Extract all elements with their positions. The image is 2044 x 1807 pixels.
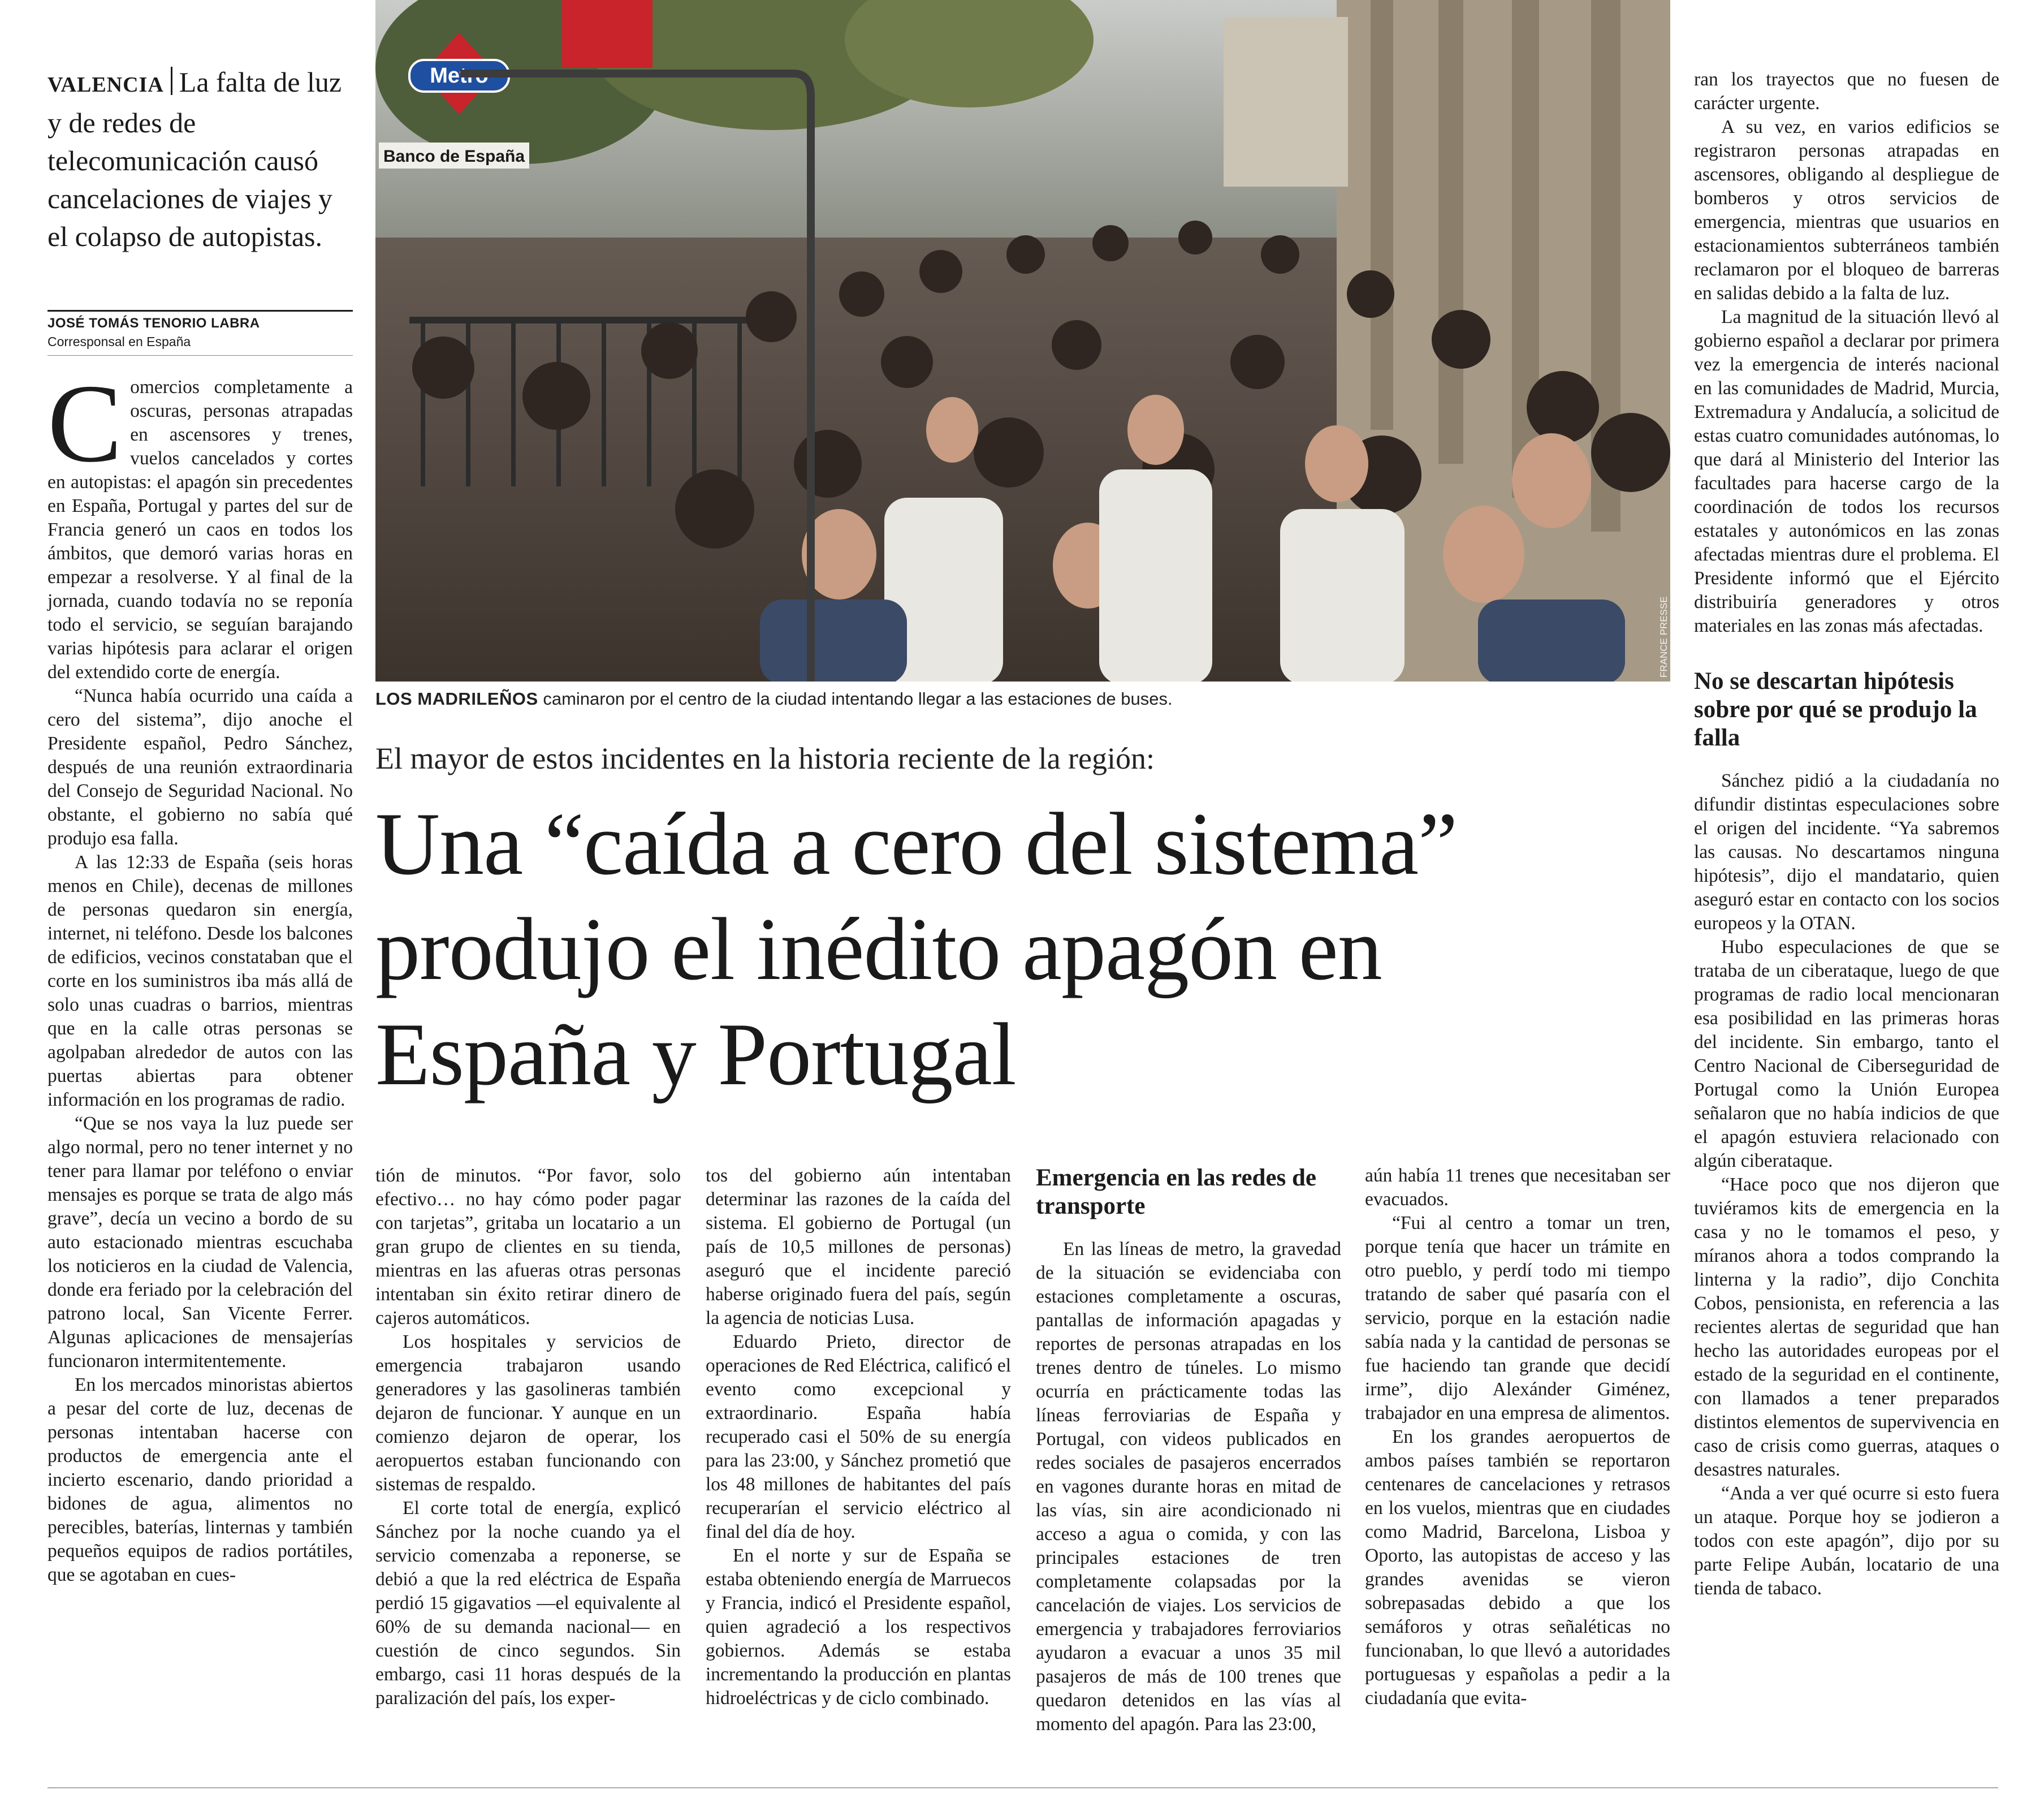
- paragraph: “Fui al centro a tomar un tren, porque tenía que hacer un trámite en otro pueblo, y perdí todo mi tiempo tratando de saber qué pasaría con el servicio, porque en la estación nadie sabía nada y la cantidad de personas se fue haciendo tan grande que decidí irme”, dijo Alexánder Giménez, trabajador en una empresa de alimentos.: [1365, 1213, 1670, 1424]
- headline-line-1: Una “caída a cero del sistema”: [375, 795, 1458, 894]
- author-name: JOSÉ TOMÁS TENORIO LABRA: [47, 316, 260, 331]
- paragraph: “Anda a ver qué ocurre si esto fuera un ataque. Porque hoy se jodieron a todos con este apagón”, dijo por su parte Felipe Aubán, locatario de una tienda de tabaco.: [1694, 1483, 1999, 1599]
- paragraph: “Hace poco que nos dijeron que tuviéramos kits de emergencia en la casa y no le tomamos el peso, y míranos ahora a todos comprando la linterna y la radio”, dijo Conchita Cobos, pensionista, en referencia a las recientes alertas de seguridad que han hecho las autoridades europeas por el estado de la seguridad en el continente, con llamados a tener preparados distintos elementos de supervivencia en caso de crisis como guerras, ataques o desastres naturales.: [1694, 1174, 1999, 1480]
- paragraph: Hubo especulaciones de que se trataba de un ciberataque, luego de que programas de radio local mencionaran esa posibilidad en las primeras horas del incidente. Sin embargo, tanto el Centro Nacional de Ciberseguridad de Portugal como la Unión Europea señalaron que no había indicios de que el apagón estuviera relacionado con algún ciberataque.: [1694, 937, 1999, 1171]
- paragraph: Eduardo Prieto, director de operaciones de Red Eléctrica, calificó el evento como excepcional y extraordinario. España había recuperado casi el 50% de su energía para las 23:00, y Sánchez prometió que los 48 millones de habitantes del país recuperarían el servicio eléctrico al final del día de hoy.: [706, 1331, 1011, 1542]
- paragraph: En las líneas de metro, la gravedad de la situación se evidenciaba con estaciones completamente a oscuras, pantallas de información apagadas y reportes de personas atrapadas en los trenes dentro de túneles. Lo mismo ocurría en prácticamente todas las líneas ferroviarias de España y Portugal, con videos publicados en redes sociales de pasajeros encerrados en vagones durante horas en mitad de las vías, sin aire acondicionado ni acceso a agua o comida, y con las principales estaciones de tren completamente colapsadas por la cancelación de viajes. Los servicios de emergencia y trabajadores ferroviarios ayudaron a evacuar a unos 35 mil pasajeros de más de 100 trenes que quedaron detenidos en las vías al momento del apagón. Para las 23:00,: [1036, 1239, 1341, 1735]
- paragraph: aún había 11 trenes que necesitaban ser evacuados.: [1365, 1165, 1670, 1210]
- lead-summary: La falta de luz y de redes de telecomunicación causó cancelaciones de viajes y el colapso de autopistas.: [47, 66, 342, 252]
- paragraph: La magnitud de la situación llevó al gobierno español a declarar por primera vez la emergencia de interés nacional en las comunidades de Madrid, Murcia, Extremadura y Andalucía, a solicitud de estas cuatro comunidades autónomas, lo que dará al Ministerio del Interior las facultades para hacerse cargo de la coordinación de todos los recursos estatales y autonómicos en las zonas afectadas mientras dure el problema. El Presidente informó que el Ejército distribuiría generadores y otros materiales en las zonas más afectadas.: [1694, 307, 1999, 636]
- headline-line-3: España y Portugal: [375, 1005, 1016, 1104]
- byline-top-rule: [47, 310, 353, 312]
- kicker: El mayor de estos incidentes en la historia reciente de la región:: [375, 741, 1155, 775]
- svg-text:FRANCE PRESSE: FRANCE PRESSE: [1658, 596, 1669, 678]
- headline: [375, 792, 1676, 1107]
- body-column-1: [47, 361, 353, 1587]
- paragraph: A las 12:33 de España (seis horas menos en Chile), decenas de millones de personas quedaron sin energía, internet, ni teléfono. Desde los balcones de edificios, vecinos constataban que el corte en los suministros iba más allá de solo unas cuadras o barrios, mientras que en la calle otras personas se agolpaban alrededor de autos con las puertas abiertas para obtener información en los programas de radio.: [47, 852, 353, 1110]
- section-subhead: No se descartan hipótesis sobre por qué se produjo la falla: [1694, 668, 1977, 751]
- byline: [47, 314, 353, 351]
- page-bottom-rule: [47, 1787, 1998, 1788]
- crowd-illustration: [375, 0, 1670, 682]
- paragraph: A su vez, en varios edificios se registraron personas atrapadas en ascensores, obligando al despliegue de bomberos y otros servicios de emergencia, mientras que usuarios en estacionamientos subterráneos también reclamaron por el bloqueo de barreras en salidas debido a la falta de luz.: [1694, 117, 1999, 304]
- paragraph: tos del gobierno aún intentaban determinar las razones de la caída del sistema. El gobierno de Portugal (un país de 10,5 millones de personas) aseguró que el incidente pareció haberse originado fuera del país, según la agencia de noticias Lusa.: [706, 1165, 1011, 1329]
- article-lead: [47, 63, 353, 256]
- author-role: Corresponsal en España: [47, 334, 191, 349]
- paragraph: El corte total de energía, explicó Sánchez por la noche cuando ya el servicio comenzaba a reponerse, se debió a que la red eléctrica de España perdió 15 gigavatios —el equivalente al 60% de su demanda nacional— en cuestión de cinco segundos. Sin embargo, casi 11 horas después de la paralización del país, los exper-: [375, 1498, 681, 1709]
- body-column-2: [375, 1164, 681, 1710]
- paragraph: En el norte y sur de España se estaba obteniendo energía de Marruecos y Francia, indicó el Presidente español, quien agradeció a los respectivos gobiernos. Además se estaba incrementando la producción en plantas hidroeléctricas y de ciclo combinado.: [706, 1545, 1011, 1709]
- body-column-3: [706, 1164, 1011, 1710]
- body-column-5: [1365, 1164, 1670, 1710]
- station-sign-text: Banco de España: [383, 147, 525, 166]
- paragraph: Sánchez pidió a la ciudadanía no difundir distintas especulaciones sobre el origen del incidente. “Ya sabremos las causas. No descartamos ninguna hipótesis”, dijo el mandatario, quien aseguró estar en contacto con los socios europeos y la OTAN.: [1694, 770, 1999, 934]
- paragraph: “Que se nos vaya la luz puede ser algo normal, pero no tener internet y no tener para llamar por teléfono o enviar mensajes es porque se trata de algo más grave”, decía un vecino a bordo de su auto estacionado mientras escuchaba los noticieros en la ciudad de Valencia, donde era feriado por la celebración del patrono local, San Vicente Ferrer. Algunas aplicaciones de mensajerías funcionaron intermitentemente.: [47, 1113, 353, 1372]
- byline-bottom-rule: [47, 355, 353, 356]
- dropcap: C: [47, 361, 123, 485]
- paragraph: En los mercados minoristas abiertos a pesar del corte de luz, decenas de personas intentaban hacerse con productos de emergencia ante el incierto escenario, dando prioridad a bidones de agua, alimentos no perecibles, baterías, linternas y también pequeños equipos de radios portátiles, que se agotaban en cues-: [47, 1374, 353, 1585]
- photo-credit: [1657, 583, 1670, 679]
- paragraph: “Nunca había ocurrido una caída a cero del sistema”, dijo anoche el Presidente español, Pedro Sánchez, después de una reunión extraordinaria del Consejo de Seguridad Nacional. No obstante, el gobierno no sabía qué produjo esa falla.: [47, 685, 353, 849]
- paragraph: Los hospitales y servicios de emergencia trabajaron usando generadores y las gasolineras también dejaron de funcionar. Y aunque en un comienzo dejaron de operar, los aeropuertos estaban funcionando con sistemas de respaldo.: [375, 1331, 681, 1495]
- news-photo: [375, 0, 1670, 682]
- body-column-4: [1036, 1164, 1341, 1736]
- paragraph: tión de minutos. “Por favor, solo efectivo… no hay cómo poder pagar con tarjetas”, gritaba un locatario a un gran grupo de clientes en su tienda, mientras en las afueras otras personas intentaban sin éxito retirar dinero de cajeros automáticos.: [375, 1165, 681, 1329]
- dateline-separator: [171, 67, 172, 95]
- paragraph: ran los trayectos que no fuesen de carácter urgente.: [1694, 69, 1999, 114]
- paragraph: En los grandes aeropuertos de ambos países también se reportaron centenares de cancelaciones y retrasos en los vuelos, mientras que en ciudades como Madrid, Barcelona, Lisboa y Oporto, las autopistas de acceso y las grandes avenidas se vieron sobrepasadas debido a que los semáforos y otras señaléticas no funcionaban, lo que llevó a autoridades portuguesas y españolas a pedir a la ciudadanía que evita-: [1365, 1426, 1670, 1709]
- section-subhead: Emergencia en las redes de transporte: [1036, 1165, 1317, 1219]
- caption-text: caminaron por el centro de la ciudad intentando llegar a las estaciones de buses.: [538, 689, 1173, 709]
- dateline-place: VALENCIA: [47, 73, 164, 97]
- photo-caption: [375, 688, 1670, 710]
- caption-lead: LOS MADRILEÑOS: [375, 689, 538, 709]
- metro-sign-text: Metro: [430, 64, 489, 88]
- headline-line-2: produjo el inédito apagón en: [375, 900, 1382, 999]
- body-column-6: [1694, 68, 1999, 1601]
- paragraph: Comercios completamente a oscuras, personas atrapadas en ascensores y trenes, vuelos cancelados y cortes en autopistas: el apagón sin precedentes en España, Portugal y partes del sur de Francia generó un caos en todos los ámbitos, que demoró varias horas en empezar a resolverse. Y al final de la jornada, cuando todavía no se reponía todo el servicio, se seguían barajando varias hipótesis para aclarar el origen del extendido corte de energía.: [47, 361, 353, 683]
